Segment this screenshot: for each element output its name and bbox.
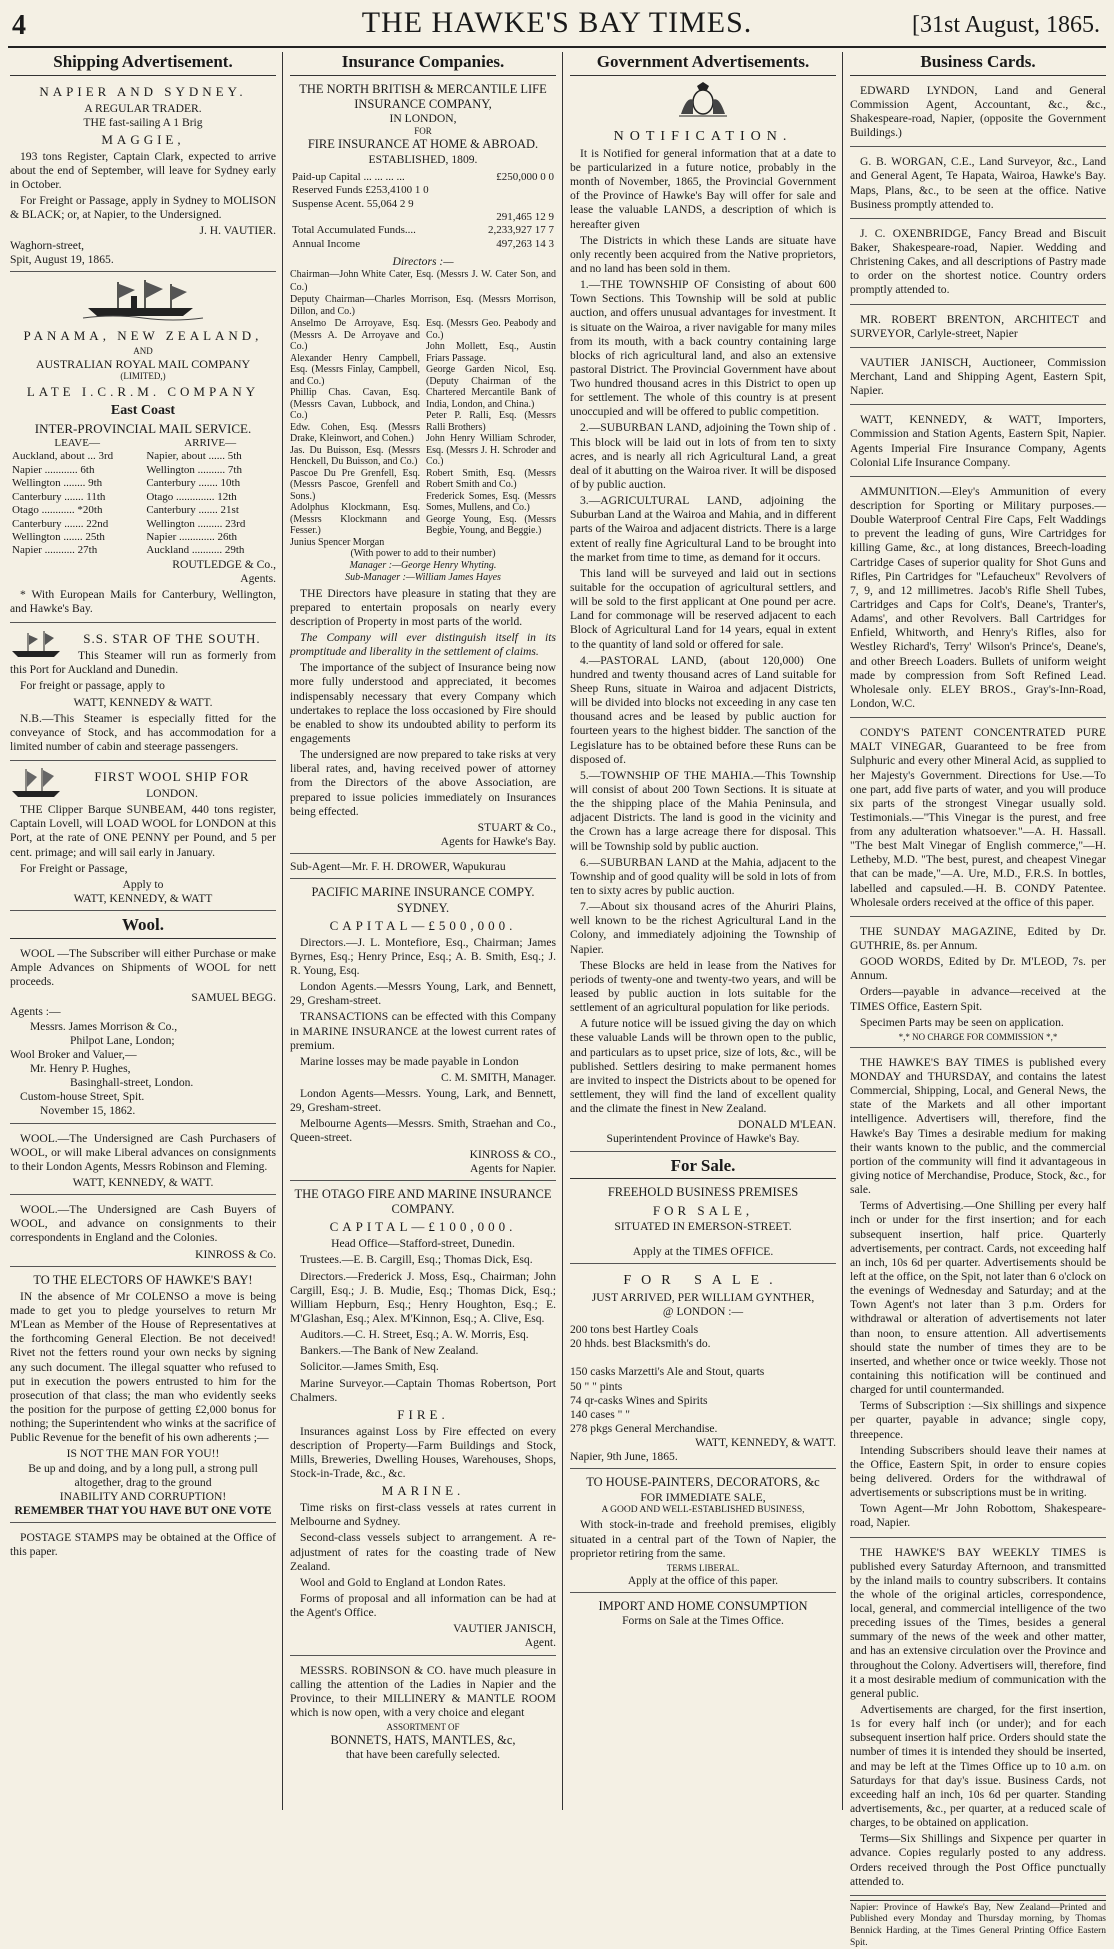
ad-terms: TERMS LIBERAL.: [666, 1562, 740, 1573]
ad-first-wool-ship: [10, 765, 276, 911]
ad-body: The Districts in which these Lands are situate have only recently been acquired from the Native proprietors, and no land has been sold in them.: [570, 233, 836, 275]
ad-wool-watt: [10, 1128, 276, 1196]
ad-subheading: A REGULAR TRADER.: [84, 101, 202, 115]
ad-heading: PANAMA, NEW ZEALAND,: [23, 327, 263, 343]
financial-cell: £250,000 0 0: [496, 170, 554, 183]
card-text: CONDY'S PATENT CONCENTRATED PURE MALT VINEGAR, Guaranteed to be free from Sulphuric and every other Mineral Acid, as supplied to her Majesty's Government. Directions for Use.—To one part, add five parts of water, and you will produce six parts of the strongest Vinegar usually sold. Testimonials.—"This Vinegar is the purest, and free from any adulteration whatsoever."—A. H. Hassall. "The best Malt Vinegar of English commerce,"—H. Letheby, M.D. "The best, purest, and cheapest Vinegar that can be made,"—A. Ure, M.D., F.R.S. In bottles, labelled and capsuled.—H. B. CONDY Patentee. Wholesale orders received at the office of this paper.: [850, 726, 1106, 909]
fire-heading: FIRE.: [397, 1406, 449, 1422]
ad-for-sale-goods: [570, 1268, 836, 1470]
ad-pacific-marine: [290, 883, 556, 1181]
column-government: [570, 52, 836, 1810]
ad-heading: LONDON.: [146, 787, 198, 800]
ad-electors: [10, 1271, 276, 1524]
financial-cell: 497,263 14 3: [496, 237, 554, 250]
table-row: [10, 544, 276, 557]
section-heading-government: Government Advertisements.: [570, 52, 836, 76]
card-text: GOOD WORDS, Edited by Dr. M'LEOD, 7s. per Annum.: [850, 955, 1106, 983]
ad-body: Insurances against Loss by Fire effected on every description of Property—Farm Buildings and Stock, Mills, Breweries, Dwelling Houses, Warehouses, Shops, Stock-in-Trade, &c., &c.: [290, 1424, 556, 1481]
steamship-engraving-icon: [83, 276, 203, 320]
table-row: [290, 198, 556, 211]
column-business-cards: [850, 52, 1106, 1948]
ad-body: It is Notified for general information that at a date to be particularized in a future notice, probably in the month of November, 1865, the Provincial Government of the Province of Hawke's Bay will offer for sale and lease the valuable LANDS, a description of which is hereafter given: [570, 146, 836, 231]
ad-office: Head Office—Stafford-street, Dunedin.: [331, 1237, 515, 1251]
ad-heading: IN LONDON,: [389, 112, 457, 126]
schedule-cell: Auckland, about ... 3rd: [12, 450, 114, 463]
ad-heading: FOR SALE.: [623, 1272, 783, 1288]
schedule-cell: Canterbury ....... 10th: [146, 477, 241, 490]
ad-body: Wool and Gold to England at London Rates.: [300, 1575, 506, 1589]
ad-heading: FREEHOLD BUSINESS PREMISES: [607, 1185, 799, 1200]
column-shipping: [10, 52, 276, 1810]
ad-body: For Freight or Passage,: [20, 861, 128, 875]
ad-body: A future notice will be issued giving the day on which these valuable Lands will be thrown open to the public, and particulars as to upset price, size of lots, &c., will be published. Settlers desiring to make permanent homes are invited to inspect the Districts about to be opened for settlement, they will find the land of excellent quality and the climate the finest in New Zealand.: [570, 1017, 836, 1116]
column-insurance: [290, 52, 556, 1810]
ad-line: Mr. Henry P. Hughes,: [30, 1061, 131, 1075]
financial-cell: Suspense Acent. 55,064 2 9: [292, 197, 414, 210]
ad-slogan: Be up and doing, and by a long pull, a strong pull altogether, drag to the ground: [28, 1461, 258, 1489]
card-text: Terms of Subscription :—Six shillings and sixpence per quarter, payable in advance; single copy, threepence.: [850, 1399, 1106, 1441]
column-divider: [842, 52, 843, 1810]
card-text: THE SUNDAY MAGAZINE, Edited by Dr. GUTHRIE, 8s. per Annum.: [850, 924, 1106, 953]
steamer-icon: [10, 629, 64, 659]
ad-body: 6.—SUBURBAN LAND at the Mahia, adjacent to the Township and of good quality will be sold in lots of from ten to sixty acres by public auction.: [570, 855, 836, 897]
ad-line: JUST ARRIVED, PER WILLIAM GYNTHER,: [591, 1290, 815, 1304]
printer-imprint: Napier: Province of Hawke's Bay, New Zealand—Printed and Published every Monday and Thursday morning, by Thomas Bennick Harding, at the Times General Printing Office Eastern Spit.: [850, 1900, 1106, 1949]
ad-line: Basinghall-street, London.: [70, 1076, 194, 1090]
table-row: [10, 450, 276, 463]
ad-line: Forms on Sale at the Times Office.: [622, 1614, 784, 1628]
issue-date: [31st August, 1865.: [911, 12, 1100, 38]
ad-heading: PACIFIC MARINE INSURANCE COMPY. SYDNEY.: [311, 885, 535, 915]
card-text: VAUTIER JANISCH, Auctioneer, Commission Merchant, Land and Shipping Agent, Eastern Spit, Napier.: [850, 355, 1106, 398]
ad-body: For Freight or Passage, apply in Sydney to MOLISON & BLACK; or, at Napier, to the Undersigned.: [10, 194, 276, 222]
ad-line: that have been carefully selected.: [345, 1748, 501, 1762]
financial-cell: [468, 184, 556, 197]
card-text: Specimen Parts may be seen on application.: [860, 1015, 1064, 1029]
ad-body: 5.—TOWNSHIP OF THE MAHIA.—This Township will consist of about 200 Town Sections. It is situate at the the shipping place of the Mahia Peninsula, and adjacent Districts. The land is good in the vicinity and the Crown has a large acreage there for disposal. This will be Township sold by public auction.: [570, 768, 836, 853]
table-row: [10, 491, 276, 504]
ad-body: Bankers.—The Bank of New Zealand.: [300, 1344, 479, 1358]
financial-cell: 291,465 12 9: [496, 210, 554, 223]
ad-body: This Steamer will run as formerly from this Port for Auckland and Dunedin.: [10, 649, 276, 677]
masthead: [0, 0, 1114, 44]
ad-line: BONNETS, HATS, MANTLES, &c,: [330, 1733, 516, 1748]
table-row: [10, 464, 276, 477]
ad-heading: IMPORT AND HOME CONSUMPTION: [598, 1598, 808, 1613]
ad-slogan: REMEMBER THAT YOU HAVE BUT ONE VOTE: [14, 1504, 272, 1518]
ad-panama-mail: [10, 324, 276, 623]
financial-cell: [290, 211, 468, 224]
ad-line: @ LONDON :—: [662, 1304, 744, 1318]
deputy-chairman-line: Deputy Chairman—Charles Morrison, Esq. (Messrs Morrison, Dillon, and Co.): [290, 293, 556, 317]
ad-import-forms: [570, 1597, 836, 1632]
ad-freehold-premises: [570, 1183, 836, 1263]
card-worgan: [850, 151, 1106, 219]
card-text: AMMUNITION.—Eley's Ammunition of every description for Sporting or Military purposes.—Double Waterproof Central Fire Caps, Felt Waddings to prevent the leading of guns, Wire Cartridges for killing Game, &c., at long distances, Breech-loading Cartridge Cases of superior quality for Shot Guns and Rifles, Pin Cartridges for "Lefaucheux" Revolvers of 7, 9, and 12 millimetres. Jacob's Rifle Shell Tubes, Cartridges and Caps for Colt's, Deane's, Tranter's, Adams', and other Revolvers. Ball Cartridges for Enfield, Whitworth, and Henry's Rifles, also for Westley Richard's, Terry' Wilson's Prince's, Deane's, and other Breech Loaders. Bullets of uniform weight made by compression from Soft Refined Lead. Wholesale only. ELEY BROS., Gray's-Inn-Road, London, W.C.: [850, 484, 1106, 710]
ad-heading: A GOOD AND WELL-ESTABLISHED BUSINESS,: [601, 1504, 805, 1515]
ad-body: MESSRS. ROBINSON & CO. have much pleasure in calling the attention of the Ladies in Napier and the Province, to their MILLINERY & MANTLE ROOM which is now open, with a very choice and elegant: [290, 1663, 556, 1719]
card-lyndon: [850, 80, 1106, 148]
ad-slogan: IS NOT THE MAN FOR YOU!!: [66, 1447, 220, 1461]
ad-date: Spit, August 19, 1865.: [10, 252, 114, 266]
card-condys-vinegar: [850, 722, 1106, 917]
ad-body: Auditors.—C. H. Street, Esq.; A. W. Morris, Esq.: [300, 1328, 529, 1342]
ad-heading: S.S. STAR OF THE SOUTH.: [83, 631, 261, 647]
card-text: Terms—Six Shillings and Sixpence per quarter in advance. Copies regularly posted to any address. Orders received through the Post Office punctually attended to.: [850, 1832, 1106, 1888]
ad-heading: FOR IMMEDIATE SALE,: [640, 1490, 766, 1504]
ad-body: The undersigned are now prepared to take risks at very liberal rates, and, having received power of attorney from the Directors of the above Association, are prepared to issue policies immediately on Insurances being effected.: [290, 748, 556, 818]
ad-body: Second-class vessels subject to arrangement. A re-adjustment of rates for the coasting trade of New Zealand.: [290, 1531, 556, 1573]
card-text: MR. ROBERT BRENTON, ARCHITECT and SURVEYOR, Carlyle-street, Napier: [850, 312, 1106, 340]
ad-signature: STUART & Co.,: [477, 820, 556, 834]
ad-apply: Apply at the TIMES OFFICE.: [632, 1244, 774, 1258]
ad-body: Marine Surveyor.—Captain Thomas Robertson, Port Chalmers.: [290, 1376, 556, 1404]
ad-body: THE Directors have pleasure in stating that they are prepared to entertain proposals on nearly every description of Property in most parts of the world.: [290, 586, 556, 628]
ad-line: November 15, 1862.: [40, 1104, 136, 1118]
ad-heading: FOR SALE,: [652, 1202, 754, 1218]
financial-cell: 2,233,927 17 7: [488, 224, 554, 237]
ad-place: Waghorn-street,: [10, 238, 85, 252]
masthead-rule: [8, 46, 1106, 48]
financial-cell: Total Accumulated Funds....: [292, 224, 416, 237]
table-row: [290, 171, 556, 184]
ad-star-of-the-south: [10, 627, 276, 761]
section-heading-shipping: Shipping Advertisement.: [10, 52, 276, 76]
ad-body: 1.—THE TOWNSHIP OF Consisting of about 600 Town Sections. This Township will be sold at public auction, and offers unusual advantages for investment. It is situate on the Wairoa, a river navigable for many miles from its mouth, with a back country containing large blocks of rich agricultural land, and also an extensive pastoral District. The Provincial Government have about Two hundred thousand acres in this District to open up for settlement. The whole of this country is at present unoccupied and will be offered to public competition.: [570, 278, 836, 419]
card-note: *,* NO CHARGE FOR COMMISSION *,*: [898, 1031, 1058, 1042]
schedule-header-arrive: ARRIVE—: [184, 437, 237, 450]
ad-body: 4.—PASTORAL LAND, (about 120,000) One hundred and twenty thousand acres of Land suitable for Sheep Runs, situate in Wairoa and adjacent Districts, will be divided into blocks not exceeding in any case ten thousand acres and be leased by public auction for fourteen years to the highest bidder. The sanction of the Legislature has to be obtained before these Runs can be disposed of.: [570, 653, 836, 766]
ad-for: FOR: [414, 126, 432, 137]
ad-signature: KINROSS & CO.,: [469, 1147, 556, 1161]
card-weekly-times: [850, 1542, 1106, 1896]
card-text: Terms of Advertising.—One Shilling per every half inch or under for the first insertion; and for each subsequent insertion, half price. Quarterly advertisements, per contract. Cards, not exceeding half an inch, 10s 6d per quarter. Advertisements should be left at the office, on the Spit, not later than 6 o'clock on the evenings of Wednesday and Saturday; and at the Town Agent's not later than 3 p.m. Orders for withdrawal or alteration of advertisements not later than noon, to ensure attention. All advertisements should state the number of times they are to be inserted, and whether once or twice weekly. Those not containing this notification will be continued and charged for until countermanded.: [850, 1199, 1106, 1397]
ad-body: The importance of the subject of Insurance being now more fully understood and appreciated, it becomes indispensably necessary that every Company which undertakes to replace the loss occasioned by Fire should be enabled to show its undoubted ability to perform its engagements: [290, 661, 556, 746]
ship-name: MAGGIE,: [101, 131, 185, 147]
ad-body: Trustees.—E. B. Cargill, Esq.; Thomas Dick, Esq.: [300, 1253, 533, 1267]
table-row: [10, 504, 276, 517]
ad-body: TRANSACTIONS can be effected with this Company in MARINE INSURANCE at the lowest current rates of premium.: [290, 1010, 556, 1052]
table-row: [290, 184, 556, 197]
ad-house-painters: [570, 1473, 836, 1593]
manager-line: Manager :—George Henry Whyting.: [349, 560, 497, 572]
card-oxenbridge: [850, 223, 1106, 305]
ad-heading: NAPIER AND SYDNEY.: [39, 83, 247, 99]
section-heading-business: Business Cards.: [850, 52, 1106, 76]
schedule-cell: Auckland ........... 29th: [146, 544, 245, 557]
ad-body: Solicitor.—James Smith, Esq.: [300, 1360, 439, 1374]
ad-line: Messrs. James Morrison & Co.,: [30, 1019, 178, 1033]
financial-cell: Reserved Funds £253,4100 1 0: [292, 184, 429, 197]
card-brenton: [850, 309, 1106, 348]
chairman-line: Chairman—John White Cater, Esq. (Messrs J. W. Cater Son, and Co.): [290, 269, 556, 293]
goods-list: 200 tons best Hartley Coals 20 hhds. best Blacksmith's do. 150 casks Marzetti's Ale and Stout, quarts 50 " " pints 74 qr-casks Wines and Spirits 140 cases " " 278 pkgs General Merchandise.: [570, 1323, 765, 1435]
ad-body: Forms of proposal and all information can be had at the Agent's Office.: [290, 1591, 556, 1620]
ad-note: N.B.—This Steamer is especially fitted for the conveyance of Stock, and has accommodation for a limited number of cabin and steerage passengers.: [10, 711, 276, 753]
ad-signature: J. H. VAUTIER.: [199, 224, 276, 238]
ad-signature: C. M. SMITH, Manager.: [441, 1070, 556, 1084]
card-text: EDWARD LYNDON, Land and General Commission Agent, Accountant, &c., &c., Shakespeare-road, Napier, (opposite the Government Buildings.): [850, 83, 1106, 140]
ad-slogan: INABILITY AND CORRUPTION!: [59, 1489, 227, 1503]
section-heading-for-sale: For Sale.: [570, 1156, 836, 1180]
card-text: G. B. WORGAN, C.E., Land Surveyor, &c., Land and General Agent, Te Hapata, Wairoa, Hawke's Bay. Maps, Plans, &c., to be seen at the office. Native Business promptly attended to.: [850, 155, 1106, 211]
ad-intro: THE fast-sailing A 1 Brig: [83, 115, 203, 129]
ad-capital: CAPITAL—£100,000.: [329, 1219, 517, 1235]
financial-cell: Paid-up Capital ... ... ... ...: [292, 170, 405, 183]
ad-signature: WATT, KENNEDY, & WATT: [73, 891, 213, 905]
ad-signature-title: Agent.: [524, 1636, 556, 1650]
ad-signature-title: Superintendent Province of Hawke's Bay.: [606, 1132, 800, 1146]
ad-body: WOOL —The Subscriber will either Purchase or make Ample Advances on Shipments of WOOL for nett proceeds.: [10, 946, 276, 989]
card-text: Town Agent—Mr John Robottom, Shakespeare-road, Napier.: [850, 1502, 1106, 1530]
card-text: THE HAWKE'S BAY TIMES is published every MONDAY and THURSDAY, and contains the latest Commercial, Shipping, Local, and General News, the state of the Markets and all other important intelligence. Advertisers will, therefore, find the Hawke's Bay Times a desirable medium for making their wants known to the public, and the commercial portion of the community will find it advantageous in giving notice of Merchandise, Produce, Stock, &c., for sale.: [850, 1055, 1106, 1197]
schedule-cell: Wellington ......... 23rd: [146, 517, 246, 530]
ad-signature: SAMUEL BEGG.: [191, 991, 276, 1005]
card-vautier-janisch: [850, 352, 1106, 405]
ad-capital: CAPITAL—£500,000.: [329, 917, 517, 933]
ad-and: AND: [133, 345, 153, 356]
schedule-cell: Canterbury ....... 22nd: [12, 517, 109, 530]
schedule-cell: Wellington ........ 9th: [12, 477, 103, 490]
ad-heading: FIRE INSURANCE AT HOME & ABROAD.: [307, 137, 539, 152]
card-text: J. C. OXENBRIDGE, Fancy Bread and Biscuit Baker, Shakespeare-road, Napier. Wedding and Christening Cakes, and all descriptions of Pastry made to order on the shortest notice. Country orders promptly attended to.: [850, 226, 1106, 297]
ad-postage-stamps: [10, 1527, 276, 1565]
schedule-cell: Canterbury ....... 11th: [12, 490, 106, 503]
ad-body: THE Clipper Barque SUNBEAM, 440 tons register, Captain Lovell, will LOAD WOOL for LONDON at this Port, at the rate of ONE PENNY per Pound, and 5 per cent. primage; and will sail early in January.: [10, 803, 276, 859]
ad-body: Melbourne Agents—Messrs. Smith, Straehan and Co., Queen-street.: [290, 1117, 556, 1145]
table-row: [290, 224, 556, 237]
schedule-cell: Otago ............ *20th: [12, 504, 103, 517]
ad-limited: (LIMITED,): [120, 371, 166, 382]
ad-body: 193 tons Register, Captain Clark, expected to arrive about the end of September, will leave for Sydney early in October.: [10, 149, 276, 192]
schedule-cell: Napier ............ 6th: [12, 463, 95, 476]
table-row: [10, 477, 276, 490]
ad-line: Philpot Lane, London;: [70, 1033, 175, 1047]
ad-body: WOOL.—The Undersigned are Cash Buyers of WOOL, and advance on consignments to their correspondents in England and the Colonies.: [10, 1203, 276, 1245]
ad-heading: AUSTRALIAN ROYAL MAIL COMPANY: [35, 356, 251, 371]
directors-label: Directors :—: [392, 255, 454, 269]
ad-robinson-millinery: [290, 1660, 556, 1767]
ad-body: These Blocks are held in lease from the Natives for periods of twenty-one and twenty-two years, and will be leased by public auction in lots suitable for the settlement of an agricultural population for like periods.: [570, 958, 836, 1015]
ad-heading: TO HOUSE-PAINTERS, DECORATORS, &c: [586, 1475, 820, 1490]
ad-body: POSTAGE STAMPS may be obtained at the Office of this paper.: [10, 1531, 276, 1559]
ad-signature: KINROSS & Co.: [195, 1247, 276, 1261]
ad-body: For freight or passage, apply to: [20, 679, 165, 693]
schedule-cell: Canterbury ....... 21st: [146, 504, 239, 517]
ad-line: ASSORTMENT OF: [386, 1722, 460, 1733]
ad-body: London Agents—Messrs. Young, Lark, and Bennett, 29, Gresham-street.: [290, 1087, 556, 1115]
ad-line: Wool Broker and Valuer,—: [10, 1047, 137, 1061]
card-ammunition: [850, 481, 1106, 718]
mail-schedule-table: [10, 437, 276, 558]
ad-body: Directors.—Frederick J. Moss, Esq., Chairman; John Cargill, Esq.; J. B. Mudie, Esq.; Thomas Dick, Esq.; William Hepburn, Esq.; Henry Houghton, Esq.; E. M'Glashan, Esq.; Alex. M'Kinnon, Esq.; A. Clive, Esq.: [290, 1269, 556, 1325]
ad-body: This land will be surveyed and laid out in sections suitable for the occupation of agricultural settlers, and will be sold to the first applicant at One pound per acre. Land for commonage will be reserved adjacent to each Block of Agricultural Land for 14 years, equal in extent to the quantity of land sold or offered for sale.: [570, 566, 836, 651]
financial-cell: Annual Income: [292, 237, 361, 250]
directors-list-left: Anselmo De Arroyave, Esq. (Messrs A. De Arroyave and Co.) Alexander Henry Campbell, Esq. (Messrs Finlay, Campbell, and Co.) Phillip Chas. Cavan, Esq. (Messrs Cavan, Lubbock, and Co.) Edw. Cohen, Esq. (Messrs Drake, Kleinwort, and Cohen.) Jas. Du Buisson, Esq. (Messrs Henckell, Du Buisson, and Co.) Pascoe Du Pre Grenfell, Esq. (Messrs Pascoe, Grenfell and Sons.) Adolphus Klockmann, Esq. (Messrs Klockmann and Fesser.) Junius Spencer Morgan: [290, 318, 420, 548]
ad-line: Custom-house Street, Spit.: [20, 1090, 145, 1104]
ad-heading: LATE I.C.R.M. COMPANY: [26, 384, 260, 400]
ad-heading: East Coast: [110, 403, 176, 419]
directors-list: [290, 318, 556, 548]
ad-body: WOOL.—The Undersigned are Cash Purchasers of WOOL, or will make Liberal advances on consignments to their London Agents, Messrs Robinson and Fleming.: [10, 1131, 276, 1173]
ad-heading: THE OTAGO FIRE AND MARINE INSURANCE COMPANY.: [294, 1186, 552, 1217]
financial-cell: [468, 198, 556, 211]
card-sunday-magazine: [850, 921, 1106, 1048]
schedule-cell: Napier, about ...... 5th: [146, 450, 242, 463]
ad-body: With stock-in-trade and freehold premises, eligibly situated in a central part of the Town of Napier, the proprietor retiring from the same.: [570, 1518, 836, 1560]
ad-heading: TO THE ELECTORS OF HAWKE'S BAY!: [33, 1272, 253, 1287]
page-number: 4: [12, 10, 26, 41]
ad-body: 2.—SUBURBAN LAND, adjoining the Town ship of . This block will be laid out in lots of from ten to sixty acres, and is nearly all rich Agricultural Land, a great deal of it abutting on the Wairoa river. It will be disposed of by public auction.: [570, 421, 836, 492]
financials-table: [290, 171, 556, 251]
table-row: [10, 531, 276, 544]
card-text: Advertisements are charged, for the first insertion, 1s for every half inch (or under); and for each subsequent insertion half price. Orders should state the number of times it is intended they should be inserted, and may be left at the Times Office up to 10 a.m. on Saturdays for that day's issue. Business Cards, not exceeding half an inch, 10s 6d per quarter. Standing advertisements, &c., per quarter, at a reduced scale of charges, to be obtained on application.: [850, 1703, 1106, 1830]
ad-signature: ROUTLEDGE & Co.,: [172, 557, 276, 571]
ad-body: Time risks on first-class vessels at rates current in Melbourne and Sydney.: [290, 1501, 556, 1529]
card-text: Intending Subscribers should leave their names at the Office, Eastern Spit, in order to ensure copies being delivered. Orders for the withdrawal of advertisements or subscriptions must be in writing.: [850, 1443, 1106, 1500]
ad-signature: VAUTIER JANISCH,: [453, 1622, 556, 1636]
ad-signature-title: Agents.: [240, 571, 276, 585]
section-heading-wool: Wool.: [10, 915, 276, 939]
card-watt-kennedy: [850, 409, 1106, 477]
ad-body: 7.—About six thousand acres of the Ahuriri Plains, well known to be the richest Agricultural Land in the Colony, and immediately adjoining the Township of Napier.: [570, 900, 836, 956]
table-row: [10, 518, 276, 531]
ad-heading: FIRST WOOL SHIP FOR: [94, 769, 250, 785]
ad-body: Directors.—J. L. Montefiore, Esq., Chairman; James Byrnes, Esq.; Henry Prince, Esq.; A. B. Smith, Esq.; J. R. Young, Esq.: [290, 935, 556, 977]
card-text: WATT, KENNEDY, & WATT, Importers, Commission and Station Agents, Eastern Spit, Napier. Agents Imperial Fire Insurance Company, Agents Colonial Life Insurance Company.: [850, 413, 1106, 469]
ad-heading: INTER-PROVINCIAL MAIL SERVICE.: [34, 421, 252, 437]
ad-body: The Company will ever distinguish itself in its promptitude and liberality in the settlement of claims.: [290, 631, 556, 659]
ad-signature: WATT, KENNEDY & WATT.: [73, 695, 213, 709]
submanager-line: Sub-Manager :—William James Hayes: [345, 572, 501, 584]
schedule-cell: Wellington ....... 25th: [12, 530, 105, 543]
ad-heading: SITUATED IN EMERSON-STREET.: [614, 1220, 792, 1234]
schedule-header-leave: LEAVE—: [54, 437, 100, 450]
ad-body: London Agents.—Messrs Young, Lark, and Bennett, 29, Gresham-street.: [290, 980, 556, 1008]
directors-list-right: Esq. (Messrs Geo. Peabody and Co.) John Mollett, Esq., Austin Friars Passage. George Garden Nicol, Esq. (Deputy Chairman of the Chartered Mercantile Bank of India, London, and China.) Peter P. Ralli, Esq. (Messrs Ralli Brothers) John Henry William Schroder, Esq. (Messrs J. H. Schroder and Co.) Robert Smith, Esq. (Messrs Robert Smith and Co.) Frederick Somes, Esq. (Messrs Somes, Mullens, and Co.) George Young, Esq. (Messrs Begbie, Young, and Beggie.): [426, 318, 556, 537]
ad-land-notification: [570, 124, 836, 1152]
column-divider: [282, 52, 283, 1810]
ad-signature-title: Agents for Napier.: [470, 1161, 556, 1175]
directors-note: (With power to add to their number): [350, 548, 496, 560]
ad-apply: Apply to: [122, 877, 164, 891]
marine-heading: MARINE.: [381, 1483, 465, 1499]
sub-agent-line: Sub-Agent—Mr. F. H. DROWER, Wapukurau: [290, 858, 556, 879]
ad-north-british: [290, 80, 556, 854]
ad-body: IN the absence of Mr COLENSO a move is being made to get you to pledge yourselves to return Mr M'Lean as Member of the House of Representatives at the forthcoming General Election. Be not deceived! Rivet not the fetters round your own necks by signing any such document. The illegal squatter who refused to put in execution the powers entrusted to him for the prosecution of that class; the man who evidently seeks the position for the purpose of getting £2,000 bonus for nothing; the Superintendent who winks at the sacrifice of Public Revenue for the benefit of his own adherents ;—: [10, 1289, 276, 1445]
ad-established: ESTABLISHED, 1809.: [368, 152, 478, 166]
ad-date: Napier, 9th June, 1865.: [570, 1450, 678, 1464]
ad-otago-fire-marine: [290, 1185, 556, 1656]
card-text: Orders—payable in advance—received at the TIMES Office, Eastern Spit.: [850, 985, 1106, 1013]
ad-heading: THE NORTH BRITISH & MERCANTILE LIFE INSURANCE COMPANY,: [299, 81, 547, 111]
ad-signature: WATT, KENNEDY, & WATT.: [695, 1436, 836, 1450]
ad-signature: DONALD M'LEAN.: [737, 1118, 836, 1132]
schedule-cell: Otago .............. 12th: [146, 490, 237, 503]
ad-signature: WATT, KENNEDY, & WATT.: [72, 1175, 214, 1189]
ad-napier-sydney: [10, 80, 276, 272]
ad-note: * With European Mails for Canterbury, Wellington, and Hawke's Bay.: [10, 588, 276, 616]
ad-apply: Apply at the office of this paper.: [627, 1573, 779, 1587]
sailing-ship-icon: [10, 767, 64, 799]
ad-signature-title: Agents for Hawke's Bay.: [440, 835, 556, 849]
ad-agents-label: Agents :—: [10, 1005, 61, 1019]
schedule-cell: Napier ........... 27th: [12, 544, 98, 557]
section-heading-insurance: Insurance Companies.: [290, 52, 556, 76]
ad-body: Marine losses may be made payable in London: [300, 1054, 519, 1068]
ad-heading: NOTIFICATION.: [613, 128, 793, 144]
ad-wool-kinross: [10, 1199, 276, 1267]
ad-wool-begg: [10, 943, 276, 1124]
ad-body: 3.—AGRICULTURAL LAND, adjoining the Suburban Land at the Wairoa and Mahia, and in different parts of the Wairoa and adjacent districts. There is a large extent of really fine Agricultural Land to be brought into the market from time to time, as demand for it occurs.: [570, 494, 836, 564]
royal-coat-of-arms-icon: [673, 80, 733, 120]
schedule-cell: Napier ............. 26th: [146, 530, 238, 543]
column-divider: [562, 52, 563, 1810]
table-row: [290, 211, 556, 224]
table-row: [290, 238, 556, 251]
card-text: THE HAWKE'S BAY WEEKLY TIMES is published every Saturday Afternoon, and transmitted by the inland mails to country subscribers. It contains the whole of the original articles, correspondence, local, general, and commercial intelligence of the two preceding issues of the Times, besides a general summary of the news of the week and other matter, and has an extensive circulation over the Province and throughout the Colony. Advertisers will, therefore, find it a most desirable medium of communication with the general public.: [850, 1545, 1106, 1700]
newspaper-title: THE HAWKE'S BAY TIMES.: [361, 6, 753, 39]
schedule-cell: Wellington .......... 7th: [146, 463, 242, 476]
card-hawkes-bay-times: [850, 1052, 1106, 1538]
